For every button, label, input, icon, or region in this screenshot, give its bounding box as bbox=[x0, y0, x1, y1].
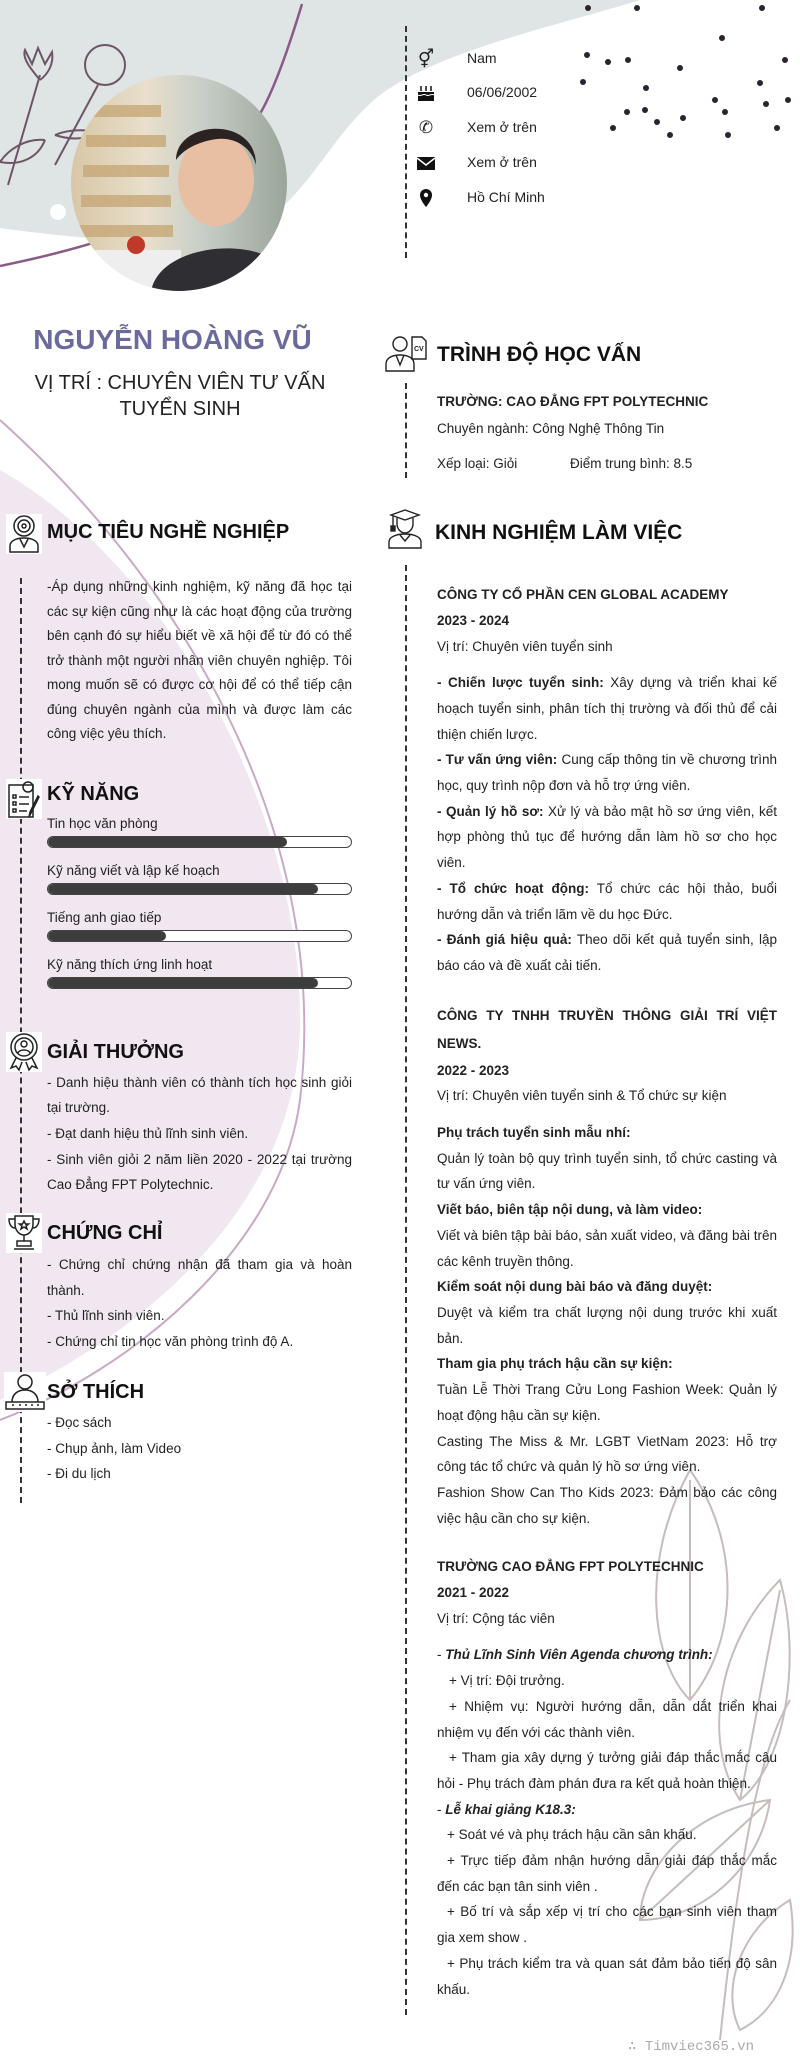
certificates-title: CHỨNG CHỈ bbox=[47, 1222, 163, 1245]
education-section bbox=[414, 342, 777, 477]
certificates-section bbox=[47, 1220, 352, 1355]
duty-heading: Phụ trách tuyển sinh mẫu nhí: bbox=[437, 1125, 631, 1141]
skill-level-bar bbox=[47, 930, 352, 942]
duty-line: + Soát vé và phụ trách hậu cần sân khấu. bbox=[447, 1827, 697, 1843]
profile-photo bbox=[71, 75, 287, 291]
duty-line: + Tham gia xây dựng ý tưởng giải đáp thắc mắc câu hỏi - Phụ trách đàm phán đưa ra kết quả hoàn thiện. bbox=[437, 1750, 777, 1791]
education-heading bbox=[414, 342, 777, 368]
awards-list bbox=[47, 1070, 352, 1199]
duty-heading: Tham gia phụ trách hậu cần sự kiện: bbox=[437, 1356, 673, 1372]
job-entry bbox=[437, 1002, 777, 1532]
duty-heading: Kiểm soát nội dung bài báo và đăng duyệt: bbox=[437, 1279, 713, 1295]
skill-level-bar bbox=[47, 977, 352, 989]
job-duty: - Đánh giá hiệu quả: Theo dõi kết quả tuyển sinh, lập báo cáo và đề xuất cải tiến. bbox=[437, 932, 777, 973]
skills-title: KỸ NĂNG bbox=[47, 782, 140, 805]
job-company: TRƯỜNG CAO ĐẲNG FPT POLYTECHNIC bbox=[437, 1559, 704, 1575]
cv-person-icon bbox=[384, 333, 428, 373]
job-years: 2023 - 2024 bbox=[437, 612, 510, 628]
award-item: - Đạt danh hiệu thủ lĩnh sinh viên. bbox=[47, 1125, 249, 1141]
hobbies-list bbox=[47, 1410, 352, 1487]
trophy-icon bbox=[6, 1213, 42, 1253]
gender-icon: ⚥ bbox=[417, 48, 435, 69]
hobbies-section bbox=[47, 1379, 352, 1487]
hobbies-title: SỞ THÍCH bbox=[47, 1380, 145, 1403]
skill-label: Kỹ năng viết và lập kế hoạch bbox=[47, 862, 220, 878]
duty-line: Duyệt và kiểm tra chất lượng nội dung trước khi xuất bản. bbox=[437, 1304, 777, 1346]
duty-line: + Nhiệm vụ: Người hướng dẫn, dẫn dắt triển khai nhiệm vụ đến với các thành viên. bbox=[437, 1698, 777, 1740]
job-company: CÔNG TY TNHH TRUYỀN THÔNG GIẢI TRÍ VIỆT NEWS. bbox=[437, 1007, 777, 1051]
duty-heading: Thủ Lĩnh Sinh Viên Agenda chương trình: bbox=[445, 1647, 713, 1663]
job-duty: - Chiến lược tuyển sinh: Xây dựng và triển khai kế hoạch tuyển sinh, phân tích thị trường và đối thủ để cải thiện chiến lược. bbox=[437, 675, 777, 742]
cake-icon bbox=[414, 83, 438, 103]
job-role: Vị trí: Chuyên viên tuyển sinh & Tổ chức sự kiện bbox=[437, 1088, 727, 1104]
experience-list bbox=[437, 582, 777, 2002]
duty-line: Fashion Show Can Tho Kids 2023: Đảm bảo các công việc hậu cần cho sự kiện. bbox=[437, 1484, 777, 1526]
duty-heading: Viết báo, biên tập nội dung, và làm video: bbox=[437, 1202, 703, 1218]
skill-item bbox=[47, 815, 352, 848]
duty-heading: Lễ khai giảng K18.3: bbox=[445, 1801, 576, 1817]
target-person-icon bbox=[6, 514, 42, 554]
svg-text:CV: CV bbox=[414, 346, 424, 353]
duty-line: Viết và biên tập bài báo, sản xuất video, và đăng bài trên các kênh truyền thông. bbox=[437, 1227, 777, 1269]
skills-section bbox=[47, 781, 352, 989]
job-company: CÔNG TY CỔ PHẦN CEN GLOBAL ACADEMY bbox=[437, 587, 729, 603]
certificate-item: - Chứng chỉ tin học văn phòng trình độ A. bbox=[47, 1334, 294, 1350]
skills-heading bbox=[47, 781, 352, 807]
experience-heading bbox=[435, 520, 775, 546]
awards-section bbox=[47, 1039, 352, 1199]
certificates-list bbox=[47, 1252, 352, 1355]
award-item: - Sinh viên giỏi 2 năm liền 2020 - 2022 tại trường Cao Đẳng FPT Polytechnic. bbox=[47, 1151, 352, 1193]
hobby-item: - Đi du lịch bbox=[47, 1466, 111, 1482]
education-title: TRÌNH ĐỘ HỌC VẤN bbox=[437, 343, 642, 366]
objective-section bbox=[47, 519, 352, 747]
duty-line: Casting The Miss & Mr. LGBT VietNam 2023: Hỗ trợ công tác tổ chức và quản lý hồ sơ ứng viên. bbox=[437, 1433, 777, 1475]
award-medal-icon bbox=[6, 1032, 42, 1072]
skill-item bbox=[47, 862, 352, 895]
experience-title: KINH NGHIỆM LÀM VIỆC bbox=[435, 521, 683, 545]
job-years: 2022 - 2023 bbox=[437, 1062, 510, 1078]
watermark: ∴ Timviec365.vn bbox=[628, 2039, 755, 2055]
duty-line: Quản lý toàn bộ quy trình tuyển sinh, tổ chức casting và tư vấn ứng viên. bbox=[437, 1150, 777, 1192]
envelope-icon bbox=[414, 153, 438, 173]
candidate-position: VỊ TRÍ : CHUYÊN VIÊN TƯ VẤN TUYỂN SINH bbox=[34, 372, 326, 420]
skill-label: Tin học văn phòng bbox=[47, 815, 158, 831]
skill-item bbox=[47, 909, 352, 942]
education-school: TRƯỜNG: CAO ĐẲNG FPT POLYTECHNIC bbox=[437, 394, 709, 409]
job-duty: - Tư vấn ứng viên: Cung cấp thông tin về chương trình học, quy trình nộp đơn và hỗ trợ ứng viên. bbox=[437, 752, 777, 794]
skill-label: Tiếng anh giao tiếp bbox=[47, 909, 162, 925]
phone-icon: ✆ bbox=[418, 118, 434, 137]
duty-line: + Vị trí: Đội trưởng. bbox=[449, 1673, 565, 1689]
contact-divider bbox=[405, 26, 407, 258]
contact-gender: ⚥ Nam bbox=[414, 47, 614, 71]
job-role: Vị trí: Chuyên viên tuyển sinh bbox=[437, 638, 613, 654]
contact-phone: ✆ Xem ở trên bbox=[414, 116, 614, 140]
education-divider bbox=[405, 383, 407, 478]
duty-line: + Trực tiếp đảm nhận hướng dẫn giải đáp thắc mắc đến các bạn tân sinh viên . bbox=[437, 1853, 777, 1894]
job-role: Vị trí: Cộng tác viên bbox=[437, 1610, 555, 1626]
objective-title: MỤC TIÊU NGHỀ NGHIỆP bbox=[47, 521, 290, 543]
education-details bbox=[437, 389, 777, 477]
skill-item bbox=[47, 956, 352, 989]
awards-heading bbox=[47, 1039, 352, 1065]
job-duty: - Tổ chức hoạt động: Tổ chức các hội thảo, buổi hướng dẫn và triển lãm về du học Đức. bbox=[437, 880, 777, 922]
job-years: 2021 - 2022 bbox=[437, 1585, 510, 1601]
duty-line: + Phụ trách kiểm tra và quan sát đảm bảo tiến độ sân khấu. bbox=[437, 1955, 777, 1997]
awards-title: GIẢI THƯỞNG bbox=[47, 1040, 184, 1063]
job-entry: TRƯỜNG CAO ĐẲNG FPT POLYTECHNIC 2021 - 2022 Vị trí: Cộng tác viên - Thủ Lĩnh Sinh Viên Agenda chương trình: + Vị trí: Đội trưởng. + Nhiệm vụ: Người hướng dẫn, dẫn dắt triển khai nhiệm vụ đến với các thành viên. + Tham gia xây dựng ý tưởng giải đáp thắc mắc câu hỏi - Phụ trách đàm phán đưa ra kết quả hoàn thiện. - Lễ khai giảng K18.3: + Soát vé và phụ trách hậu cần sân khấu. + Trực tiếp đảm nhận hướng dẫn giải đáp thắc mắc đến các bạn tân sinh viên . + Bố trí và sắp xếp vị trí cho các bạn sinh viên tham gia xem show . + Phụ trách kiểm tra và quan sát đảm bảo tiến độ sân khấu. bbox=[437, 1554, 777, 2002]
certificates-heading bbox=[47, 1220, 352, 1246]
education-gpa: Điểm trung bình: 8.5 bbox=[570, 456, 693, 472]
education-rank: Xếp loại: Giỏi bbox=[437, 456, 518, 472]
hobby-item: - Chụp ảnh, làm Video bbox=[47, 1440, 182, 1456]
left-column bbox=[47, 519, 352, 1487]
job-entry bbox=[437, 582, 777, 979]
education-major: Chuyên ngành: Công Nghệ Thông Tin bbox=[437, 420, 665, 436]
objective-text: -Áp dụng những kinh nghiệm, kỹ năng đã học tại các sự kiện cũng như là các hoạt động của trường bên cạnh đó sự hiểu biết về xã hội để từ đó có thể trở thành một người nhân viên chuyên nghiệp. Tôi mong muốn sẽ có được cơ hội để có thể tiếp cận đúng chuyên ngành của mình và được làm các công việc yêu thích. bbox=[47, 579, 352, 741]
candidate-name: NGUYỄN HOÀNG VŨ bbox=[33, 324, 312, 355]
experience-section bbox=[437, 520, 777, 2002]
skills-document-icon bbox=[6, 779, 42, 819]
job-duty: - Quản lý hồ sơ: Xử lý và bảo mật hồ sơ ứng viên, kết hợp phòng thủ tục để hướng dẫn làm hồ sơ cho học viên. bbox=[437, 803, 777, 871]
certificate-item: - Chứng chỉ chứng nhận đã tham gia và hoàn thành. bbox=[47, 1257, 352, 1298]
graduate-icon bbox=[388, 509, 422, 549]
contact-birthday: 06/06/2002 bbox=[414, 81, 614, 105]
contact-email: Xem ở trên bbox=[414, 151, 614, 175]
right-column bbox=[414, 342, 777, 2002]
skill-label: Kỹ năng thích ứng linh hoạt bbox=[47, 956, 213, 972]
duty-line: + Bố trí và sắp xếp vị trí cho các bạn sinh viên tham gia xem show . bbox=[437, 1904, 777, 1946]
certificate-item: - Thủ lĩnh sinh viên. bbox=[47, 1308, 165, 1324]
award-item: - Danh hiệu thành viên có thành tích học sinh giỏi tại trường. bbox=[47, 1074, 352, 1116]
map-pin-icon bbox=[414, 188, 438, 208]
person-rating-icon bbox=[4, 1372, 46, 1412]
experience-divider bbox=[405, 565, 407, 2015]
hobby-item: - Đọc sách bbox=[47, 1414, 112, 1430]
objective-heading bbox=[47, 519, 352, 545]
duty-line: Tuần Lễ Thời Trang Cửu Long Fashion Week: Quản lý hoạt động hậu cần sự kiện. bbox=[437, 1382, 777, 1423]
skill-level-bar bbox=[47, 883, 352, 895]
hobbies-heading bbox=[47, 1379, 352, 1405]
contact-address: Hồ Chí Minh bbox=[414, 186, 614, 210]
skill-level-bar bbox=[47, 836, 352, 848]
